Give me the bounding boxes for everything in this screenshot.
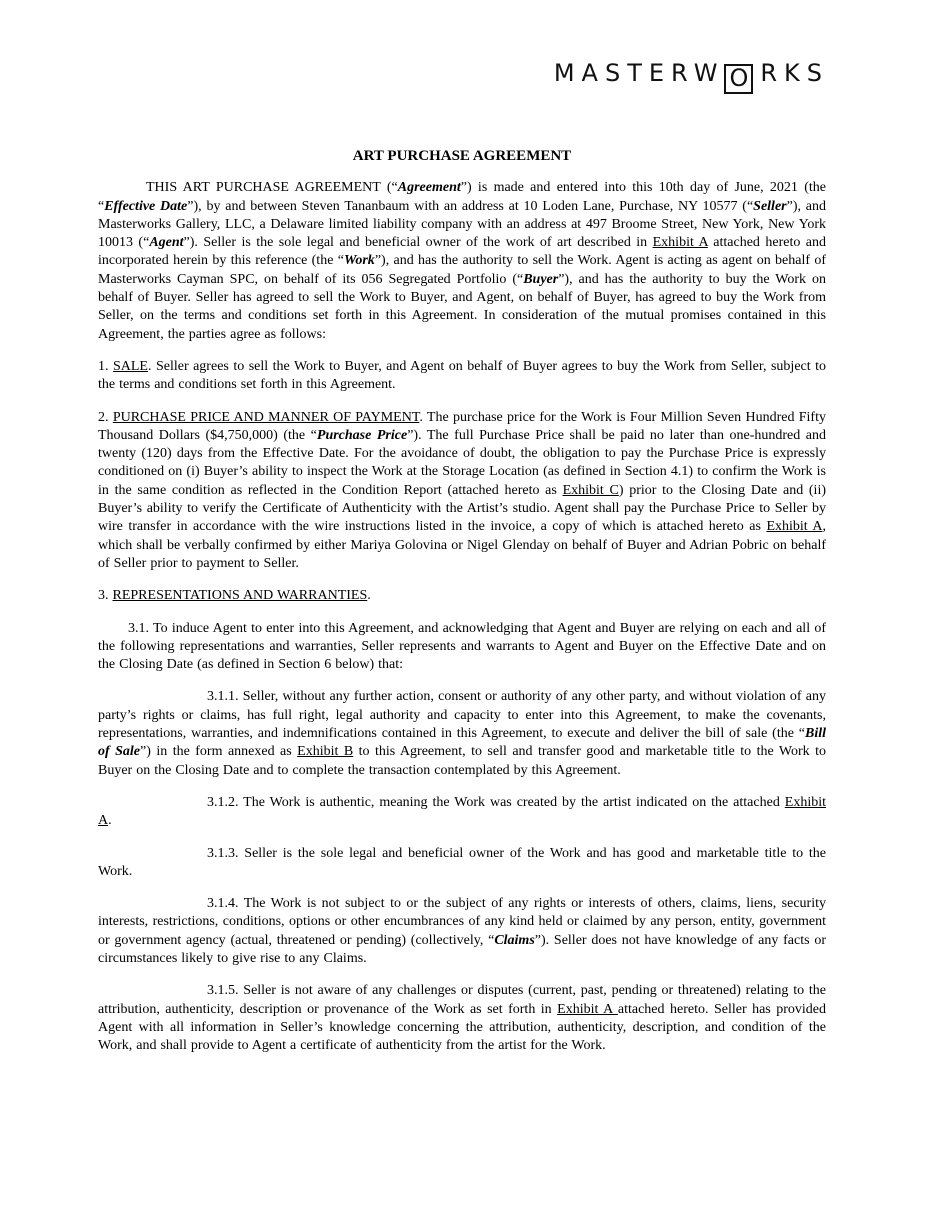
paragraph-8 — [98, 845, 826, 882]
text-run: . — [367, 588, 371, 604]
text-run: Claims — [494, 932, 535, 948]
logo-boxed-o-icon: O — [724, 64, 753, 94]
text-run: REPRESENTATIONS AND WARRANTIES — [112, 588, 368, 604]
text-run: Seller — [753, 198, 787, 214]
text-run: ”). The full Purchase Price shall be paid no later than one-hundred and twenty (120) days from the Effective Date. For the avoidance of doubt, the obligation to pay the Purchase Price is expressly conditioned on (i) Buyer’s ability to inspect the Work at the Storage Location (as defined in Section 4.1) to confirm the Work is in the same condition as reflected in the Condition Report (attached hereto as — [98, 427, 826, 498]
paragraph-2 — [98, 358, 826, 395]
text-run: Work — [343, 253, 375, 269]
text-run: attached hereto. Seller has provided Agent with all information in Seller’s knowledge concerning the attribution, authenticity, description, and condition of the Work, and shall provide to Agent a certificate of authenticity from the artist for the Work. — [98, 1001, 826, 1054]
logo-text-before: MASTERW — [553, 59, 725, 87]
text-run: 3.1.1. Seller, without any further action, consent or authority of any other party, and without violation of any party’s rights or claims, has full right, legal authority and capacity to enter into this Agreement, to make the covenants, representations, warranties, and indemnifications contained in this Agreement, to execute and deliver the bill of sale (the “ — [98, 689, 826, 742]
text-run: . — [108, 813, 112, 829]
document-content — [98, 0, 826, 1069]
text-run: attached hereto and incorporated herein by this reference (the “ — [98, 235, 826, 269]
text-run: ”), by and between Steven Tananbaum with an address at 10 Loden Lane, Purchase, NY 10577 (“ — [187, 198, 754, 214]
text-run: Bill of Sale — [98, 726, 826, 760]
text-run: Agent — [149, 235, 184, 251]
text-run: Buyer — [523, 271, 559, 287]
text-run: ”) is made and entered into this 10th day of June, 2021 (the “ — [98, 180, 826, 214]
text-run: Exhibit C — [562, 482, 619, 498]
text-run: Exhibit B — [297, 744, 354, 760]
text-run: Effective Date — [104, 198, 188, 214]
text-run: . The purchase price for the Work is Four Million Seven Hundred Fifty Thousand Dollars ($4,750,000) (the “ — [98, 409, 826, 443]
text-run: Exhibit A — [557, 1001, 618, 1017]
paragraph-5 — [98, 620, 826, 675]
text-run: 3.1.2. The Work is authentic, meaning the Work was created by the artist indicated on the attached — [207, 794, 785, 810]
text-run: Purchase Price — [316, 427, 408, 443]
text-run: ”) in the form annexed as — [140, 744, 298, 760]
paragraph-4 — [98, 587, 826, 605]
text-run: to this Agreement, to sell and transfer good and marketable title to the Work to Buyer on the Closing Date and to complete the transaction contemplated by this Agreement. — [98, 744, 826, 778]
text-run: PURCHASE PRICE AND MANNER OF PAYMENT — [112, 409, 420, 425]
paragraph-9 — [98, 895, 826, 968]
text-run: 1. — [98, 358, 113, 374]
document-title: ART PURCHASE AGREEMENT — [352, 148, 572, 164]
text-run: , which shall be verbally confirmed by either Mariya Golovina or Nigel Glenday on behalf of Buyer and Adrian Pobric on behalf of Seller prior to payment to Seller. — [98, 519, 826, 571]
document-body — [98, 179, 826, 1055]
text-run: 3.1.3. Seller is the sole legal and beneficial owner of the Work and has good and marketable title to the Work. — [98, 845, 826, 879]
text-run: ”). Seller does not have knowledge of any facts or circumstances likely to give rise to any Claims. — [98, 932, 826, 966]
logo-text-after: RKS — [760, 59, 829, 87]
paragraph-6 — [98, 688, 826, 779]
text-run: Exhibit A — [766, 519, 823, 535]
text-run: Agreement — [397, 180, 461, 196]
paragraph-3 — [98, 409, 826, 574]
text-run: Exhibit A — [652, 235, 708, 251]
paragraph-1 — [98, 179, 826, 344]
text-run: 3. — [98, 588, 113, 604]
text-run: SALE — [112, 358, 148, 374]
text-run: THIS ART PURCHASE AGREEMENT (“ — [146, 180, 398, 196]
text-run: 2. — [98, 409, 113, 425]
paragraph-7 — [98, 794, 826, 831]
text-run: Exhibit A — [98, 794, 826, 829]
text-run: ) prior to the Closing Date and (ii) Buyer’s ability to verify the Certificate of Authenticity with the Artist’s studio. Agent shall pay the Purchase Price to Seller by wire transfer in accordance with the wire instructions listed in the invoice, a copy of which is attached hereto as — [98, 482, 827, 535]
text-run: ”). Seller is the sole legal and beneficial owner of the work of art described in — [183, 235, 653, 251]
paragraph-10 — [98, 982, 826, 1055]
text-run: 3.1.5. Seller is not aware of any challenges or disputes (current, past, pending or threatened) relating to the attribution, authenticity, description or provenance of the Work as set forth in — [98, 983, 826, 1017]
text-run: 3.1.4. The Work is not subject to or the subject of any rights or interests of others, claims, liens, security interests, restrictions, conditions, options or other encumbrances of any kind held or claimed by any person, entity, government or government agency (actual, threatened or pending) (collectively, “ — [98, 896, 826, 948]
text-run: ”), and Masterworks Gallery, LLC, a Delaware limited liability company with an address at 497 Broome Street, New York, New York 10013 (“ — [98, 198, 827, 251]
text-run: ”), and has the authority to buy the Work on behalf of Buyer. Seller has agreed to sell the Work to Buyer, and Agent, on behalf of Buyer, has agreed to buy the Work from Seller, on the terms and conditions set forth in this Agreement. In consideration of the mutual promises contained in this Agreement, the parties agree as follows: — [98, 271, 826, 342]
text-run: 3.1. To induce Agent to enter into this Agreement, and acknowledging that Agent and Buyer are relying on each and all of the following representations and warranties, Seller represents and warrants to Agent and Buyer on the Effective Date and on the Closing Date (as defined in Section 6 below) that: — [98, 620, 826, 673]
text-run: . Seller agrees to sell the Work to Buyer, and Agent on behalf of Buyer agrees to buy the Work from Seller, subject to the terms and conditions set forth in this Agreement. — [98, 358, 827, 393]
text-run: ”), and has the authority to sell the Work. Agent is acting as agent on behalf of Masterworks Cayman SPC, on behalf of its 056 Segregated Portfolio (“ — [98, 253, 826, 287]
